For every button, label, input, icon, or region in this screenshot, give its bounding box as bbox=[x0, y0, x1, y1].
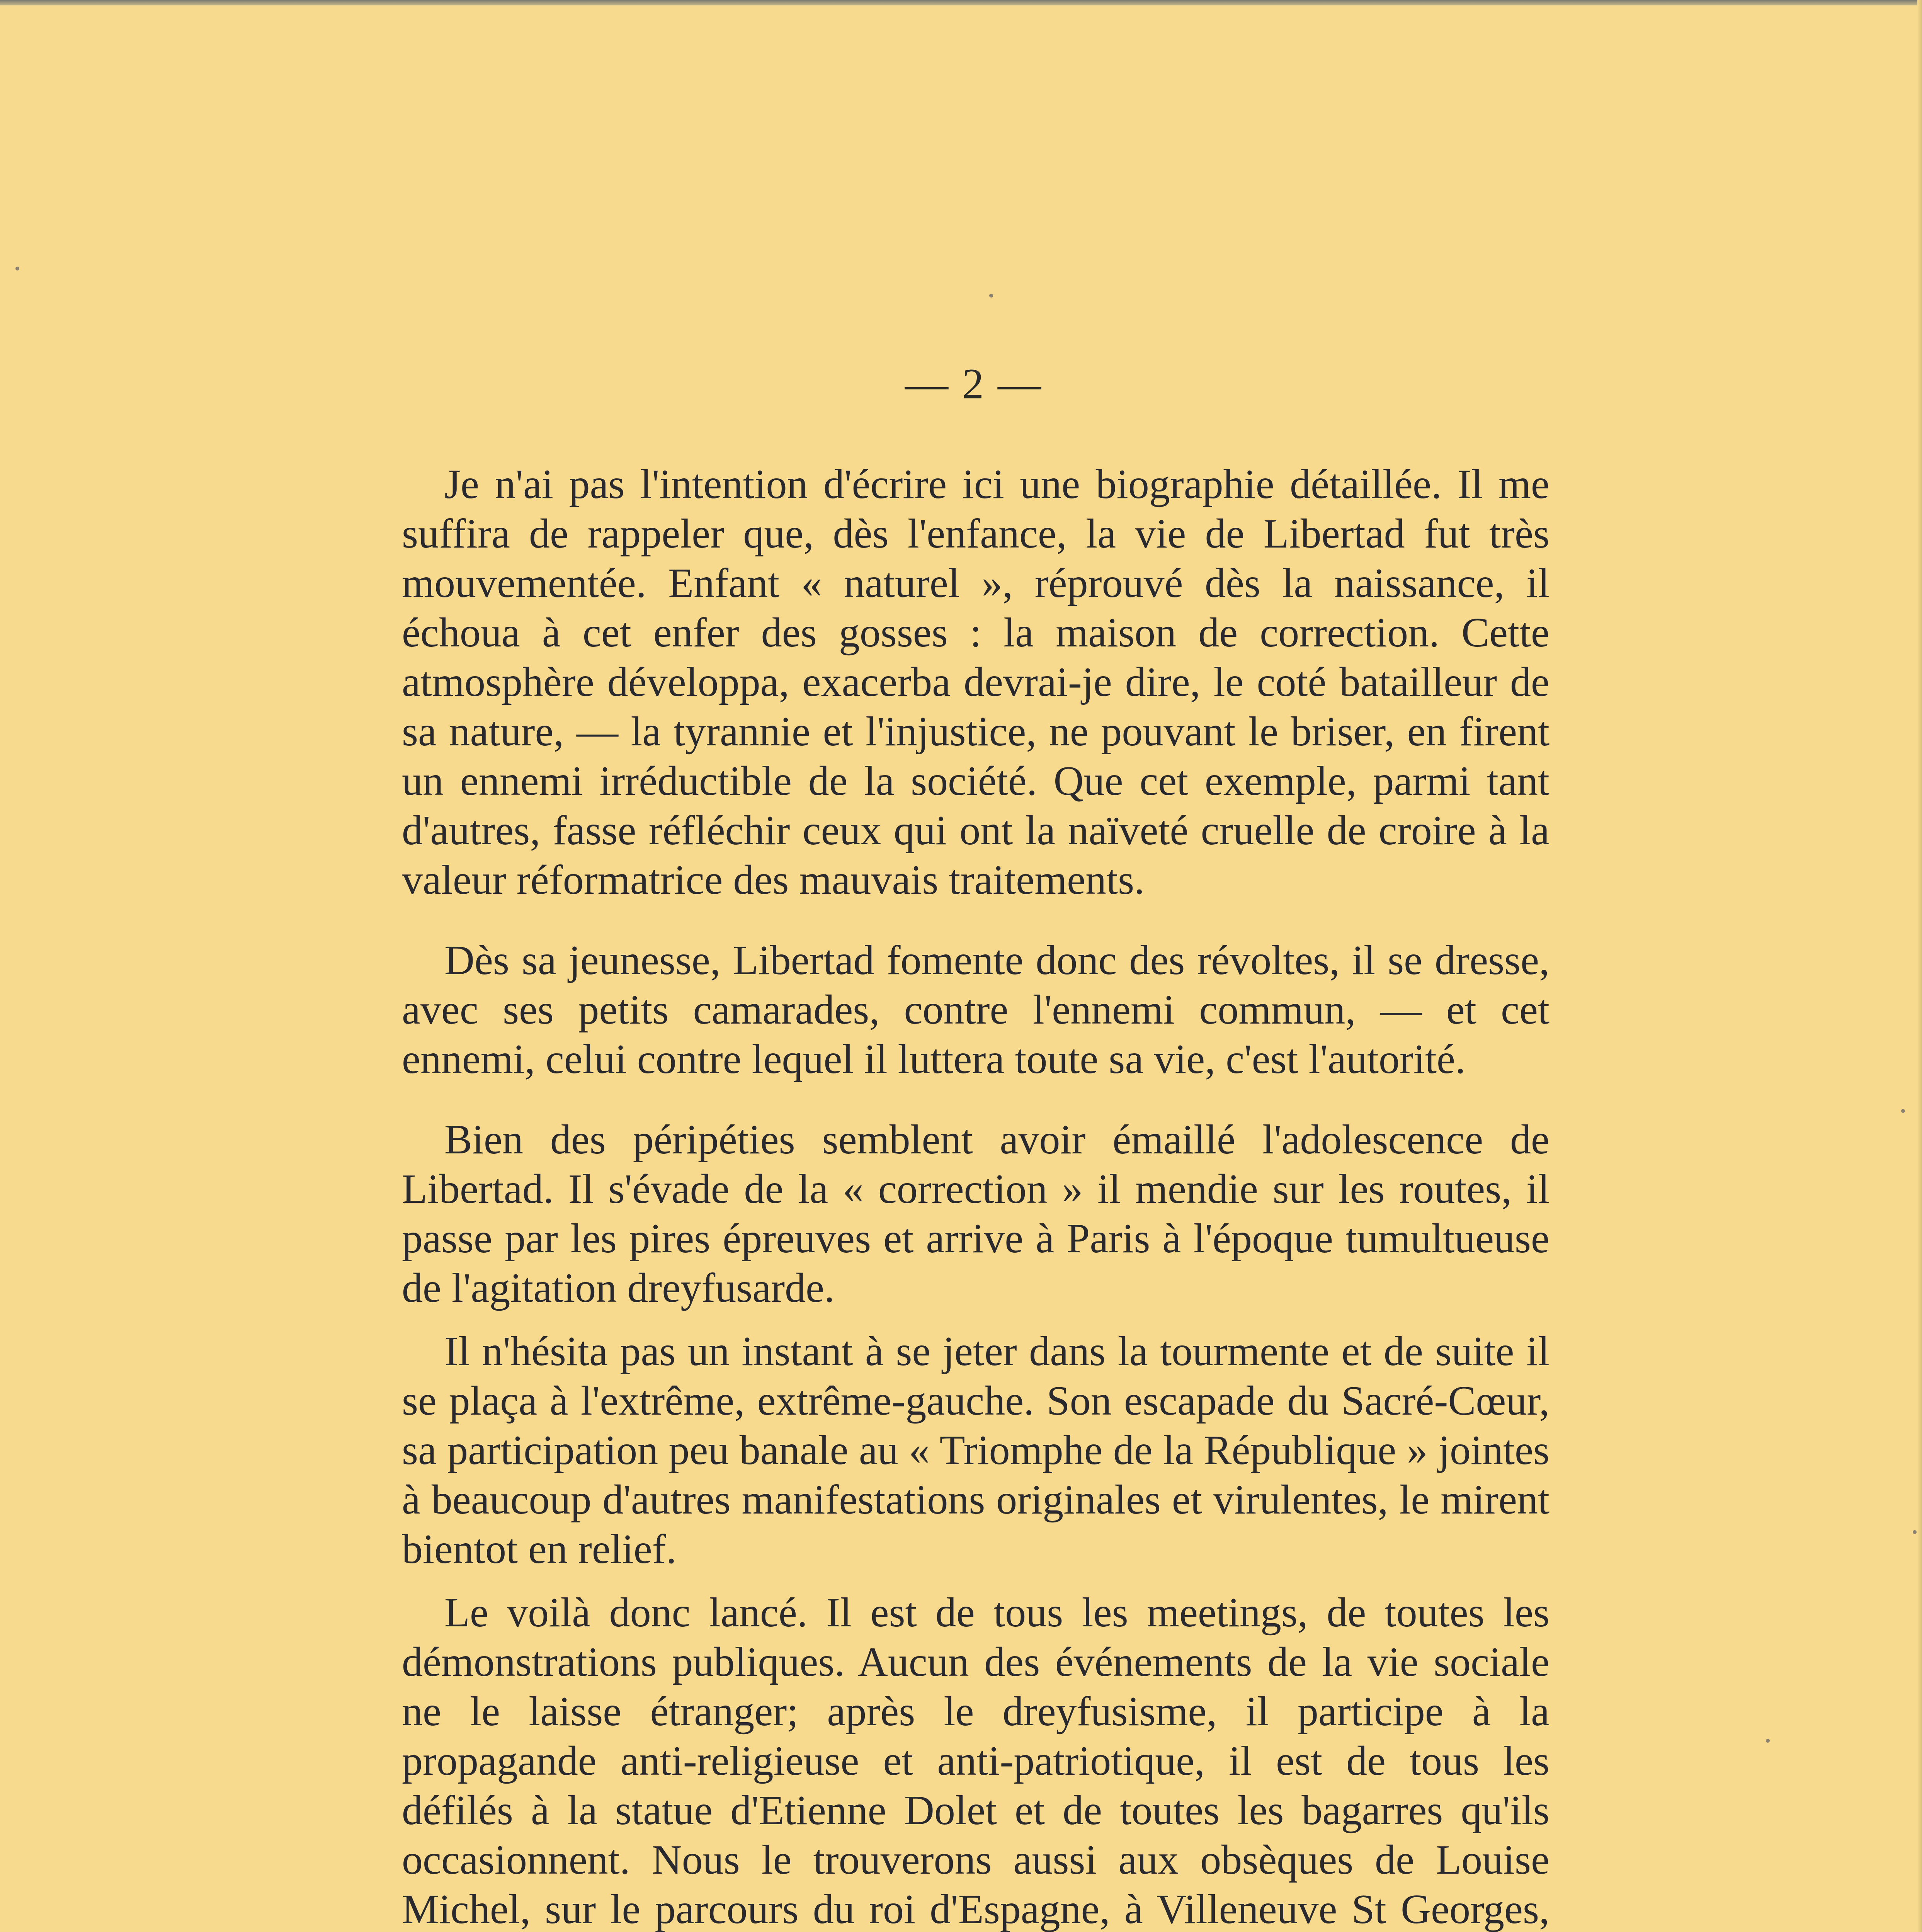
paper-speck bbox=[15, 267, 19, 270]
paragraph: Il n'hésita pas un instant à se jeter dans la tourmente et de suite il se plaça à l'extrême, extrême-gauche. Son escapade du Sacré-Cœur, sa participation peu banale au « Triomphe de la République » jointes à beaucoup d'autres manifestations originales et virulentes, le mirent bientot en relief. bbox=[402, 1328, 1550, 1572]
paragraph: Dès sa jeunesse, Libertad fomente donc des révoltes, il se dresse, avec ses petits camarades, contre l'ennemi commun, — et cet ennemi, celui contre lequel il luttera toute sa vie, c'est l'autorité. bbox=[402, 937, 1550, 1082]
body-text bbox=[402, 460, 1550, 1932]
paper-speck bbox=[1901, 1109, 1905, 1113]
page-number: — 2 — bbox=[905, 360, 1043, 408]
page-right-edge bbox=[1917, 0, 1922, 1932]
paper-speck bbox=[989, 294, 993, 298]
page-top-edge bbox=[0, 0, 1922, 5]
paragraph: Le voilà donc lancé. Il est de tous les meetings, de toutes les démonstrations publiques. Aucun des événements de la vie sociale ne le laisse étranger; après le dreyfusisme, il participe à la propagande anti-religieuse et anti-patriotique, il est de tous les défilés à la statue d'Etienne Dolet et de toutes les bagarres qu'ils occasionnent. Nous le trouverons aussi aux obsèques de Louise Michel, sur le parcours du roi d'Espagne, à Villeneuve St Georges, bbox=[402, 1590, 1550, 1932]
paper-speck bbox=[1766, 1739, 1770, 1743]
paragraph: Bien des péripéties semblent avoir émaillé l'adolescence de Libertad. Il s'évade de la « correction » il mendie sur les routes, il passe par les pires épreuves et arrive à Paris à l'époque tumultueuse de l'agitation dreyfusarde. bbox=[402, 1117, 1550, 1311]
paragraph: Je n'ai pas l'intention d'écrire ici une biographie détaillée. Il me suffira de rappeler que, dès l'enfance, la vie de Libertad fut très mouvementée. Enfant « naturel », réprouvé dès la naissance, il échoua à cet enfer des gosses : la maison de correction. Cette atmosphère développa, exacerba devrai-je dire, le coté batailleur de sa nature, — la tyrannie et l'injustice, ne pouvant le briser, en firent un ennemi irréductible de la société. Que cet exemple, parmi tant d'autres, fasse réfléchir ceux qui ont la naïveté cruelle de croire à la valeur réformatrice des mauvais traitements. bbox=[402, 461, 1550, 903]
paper-speck bbox=[1913, 1530, 1917, 1534]
